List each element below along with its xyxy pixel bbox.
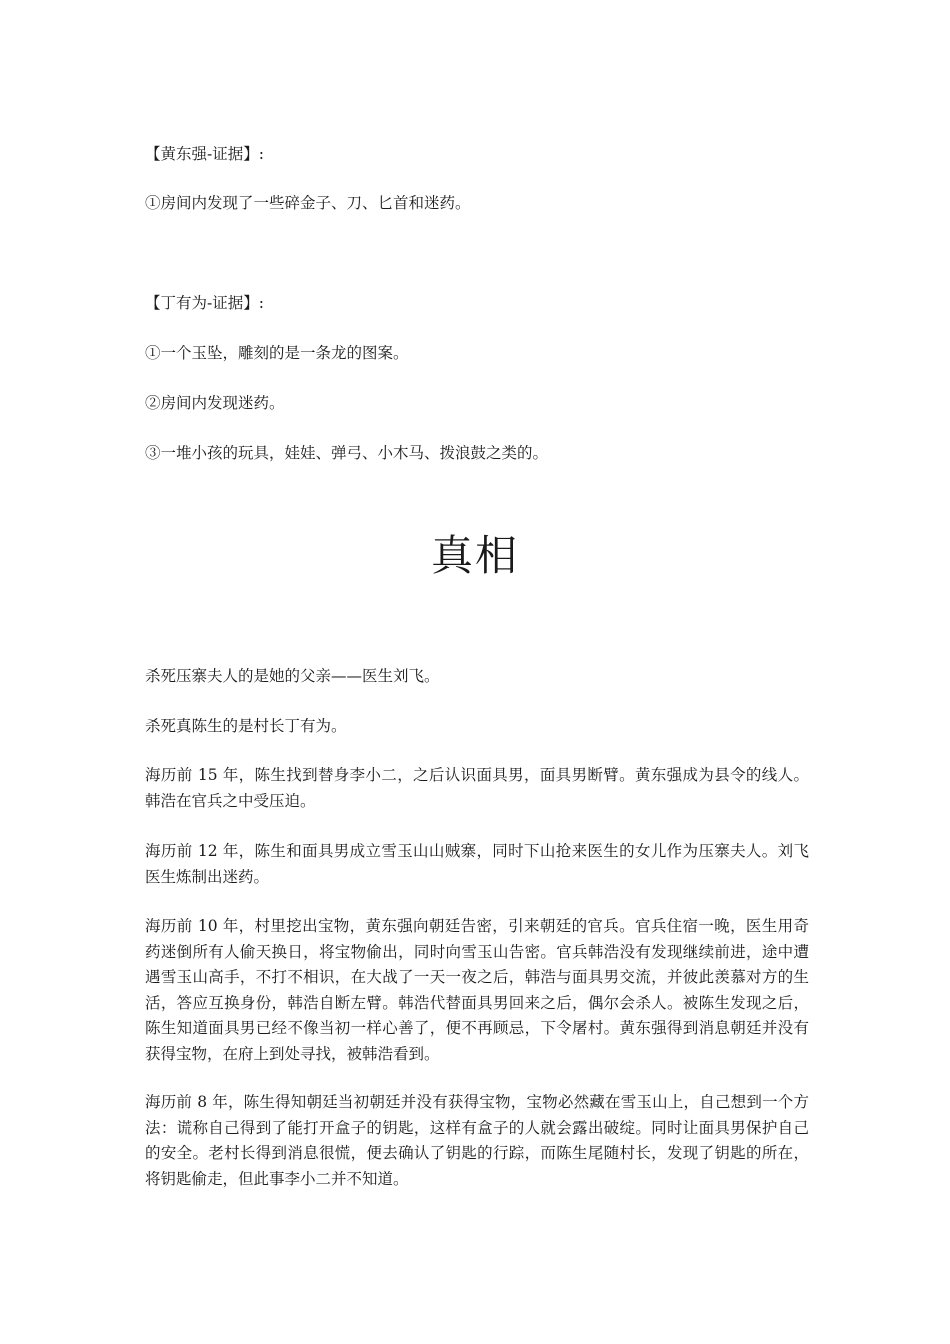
truth-title: 真相 xyxy=(430,531,519,580)
truth-paragraph-1: 杀死压寨夫人的是她的父亲——医生刘飞。 xyxy=(145,667,440,685)
truth-paragraph-3: 海历前 15 年，陈生找到替身李小二，之后认识面具男，面具男断臂。黄东强成为县令的线人。韩浩在官兵之中受压迫。 xyxy=(145,766,809,810)
huang-evidence-heading: 【黄东强-证据】: xyxy=(145,145,264,163)
ding-evidence-heading: 【丁有为-证据】: xyxy=(145,294,264,312)
ding-evidence-item-3: ③一堆小孩的玩具，娃娃、弹弓、小木马、拨浪鼓之类的。 xyxy=(145,444,549,462)
truth-paragraph-4: 海历前 12 年，陈生和面具男成立雪玉山山贼寨，同时下山抢来医生的女儿作为压寨夫人。刘飞医生炼制出迷药。 xyxy=(145,842,809,886)
truth-paragraph-6: 海历前 8 年，陈生得知朝廷当初朝廷并没有获得宝物，宝物必然藏在雪玉山上，自己想到一个方法：谎称自己得到了能打开盒子的钥匙，这样有盒子的人就会露出破绽。同时让面具男保护自己的安全。老村长得到消息很慌，便去确认了钥匙的行踪，而陈生尾随村长，发现了钥匙的所在，将钥匙偷走，但此事李小二并不知道。 xyxy=(145,1093,809,1188)
truth-paragraph-2: 杀死真陈生的是村长丁有为。 xyxy=(145,717,347,735)
truth-paragraph-5: 海历前 10 年，村里挖出宝物，黄东强向朝廷告密，引来朝廷的官兵。官兵住宿一晚，医生用奇药迷倒所有人偷天换日，将宝物偷出，同时向雪玉山告密。官兵韩浩没有发现继续前进，途中遭遇雪玉山高手，不打不相识，在大战了一天一夜之后，韩浩与面具男交流，并彼此羡慕对方的生活，答应互换身份，韩浩自断左臂。韩浩代替面具男回来之后，偶尔会杀人。被陈生发现之后，陈生知道面具男已经不像当初一样心善了，便不再顾忌，下令屠村。黄东强得到消息朝廷并没有获得宝物，在府上到处寻找，被韩浩看到。 xyxy=(145,917,809,1063)
huang-evidence-item-1: ①房间内发现了一些碎金子、刀、匕首和迷药。 xyxy=(145,194,471,212)
ding-evidence-item-1: ①一个玉坠，雕刻的是一条龙的图案。 xyxy=(145,344,409,362)
ding-evidence-item-2: ②房间内发现迷药。 xyxy=(145,394,285,412)
